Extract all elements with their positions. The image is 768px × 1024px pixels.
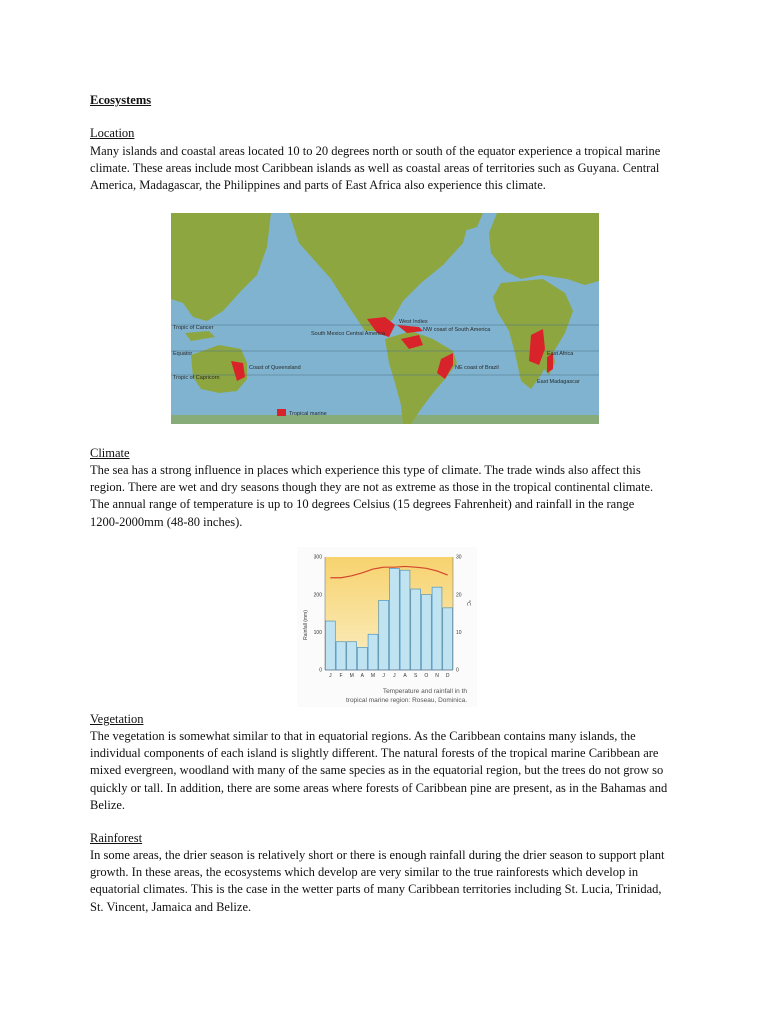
text-line: growth. In these areas, the ecosystems which develop are very similar to the true rainforests which develop in [90, 865, 639, 880]
rainfall-bar [336, 642, 346, 670]
x-tick-label: J [393, 673, 396, 679]
rainfall-bar [389, 568, 399, 670]
text-line: America, Madagascar, the Philippines and parts of East Africa also experience this climate. [90, 178, 546, 193]
y-tick-label: 0 [319, 667, 322, 674]
y2-tick-label: 20 [456, 592, 462, 599]
text-line: climate. These areas include most Caribbean islands as well as coastal areas of territories such as Guyana. Central [90, 161, 660, 176]
x-tick-label: S [413, 673, 418, 679]
equator-label: Equator [173, 351, 193, 357]
legend-label: Tropical marine [289, 411, 327, 417]
text-line: In some areas, the drier season is relatively short or there is enough rainfall during the drier season to support plant [90, 848, 665, 862]
rainfall-bar [421, 595, 431, 670]
x-tick-label: O [424, 673, 429, 679]
x-tick-label: N [435, 673, 439, 679]
rainforest-paragraph [90, 847, 678, 916]
x-tick-label: D [445, 673, 450, 679]
y-tick-label: 100 [313, 629, 322, 636]
rainforest-heading: Rainforest [90, 831, 143, 845]
east-madagascar-label: East Madagascar [537, 379, 580, 385]
legend-swatch [277, 409, 286, 416]
central-america-label: South Mexico Central America [311, 331, 385, 337]
text-line: The vegetation is somewhat similar to that in equatorial regions. As the Caribbean contains many islands, the [90, 729, 636, 743]
climate-heading: Climate [90, 446, 130, 460]
rainfall-bar [347, 642, 357, 670]
text-line: quickly or tall. In addition, there are some areas where forests of Caribbean pine are present, as in the Bahamas and [90, 780, 668, 795]
text-line: equatorial climates. This is the case in the wetter parts of many Caribbean territories including St. Lucia, Trinidad, [90, 882, 662, 897]
location-paragraph [90, 143, 678, 195]
antarctica-landmass [171, 415, 599, 424]
y2-tick-label: 10 [456, 629, 462, 636]
text-line: region. There are wet and dry seasons though they are not as extreme as those in the tropical continental climate. [90, 480, 654, 495]
chart-y-axis-label: Rainfall (mm) [303, 610, 309, 640]
text-line: mixed evergreen, woodland with many of the same species as in the equatorial region, but the trees do not grow so [90, 763, 664, 778]
chart-caption-line-2: tropical marine region: Roseau, Dominica. [345, 697, 467, 704]
x-tick-label: J [329, 673, 332, 679]
y-tick-label: 200 [313, 592, 322, 599]
chart-y2-axis-label: °C [465, 600, 471, 606]
vegetation-paragraph [90, 728, 678, 814]
rainfall-bar [411, 589, 421, 670]
east-africa-label: East Africa [547, 351, 574, 357]
chart-caption-line-1: Temperature and rainfall in th [382, 688, 467, 695]
x-tick-label: F [339, 673, 343, 679]
x-tick-label: A [360, 673, 365, 679]
text-line: individual components of each island is slightly different. The natural forests of the tropical marine Caribbean are [90, 746, 659, 761]
x-tick-label: A [403, 673, 407, 679]
text-line: St. Vincent, Jamaica and Belize. [90, 899, 252, 914]
vegetation-heading: Vegetation [90, 712, 144, 726]
rainfall-bar [432, 587, 442, 670]
text-line: 1200-2000mm (48-80 inches). [90, 514, 243, 529]
y-tick-label: 300 [313, 554, 322, 561]
ne-brazil-label: NE coast of Brazil [455, 365, 499, 371]
queensland-label: Coast of Queensland [249, 365, 301, 371]
rainfall-bar [325, 621, 335, 670]
rainfall-bar [400, 570, 410, 670]
text-line: The annual range of temperature is up to 10 degrees Celsius (15 degrees Fahrenheit) and rainfall in the range [90, 497, 635, 512]
text-line: The sea has a strong influence in places which experience this type of climate. The trade winds also affect this [90, 463, 641, 477]
climate-chart [297, 547, 477, 707]
location-heading: Location [90, 126, 135, 140]
west-indies-label: West Indies [399, 319, 428, 325]
text-line: Belize. [90, 797, 126, 812]
rainfall-bar [379, 600, 389, 670]
tropic-of-cancer-label: Tropic of Cancer [173, 325, 214, 331]
rainfall-bar [368, 634, 378, 670]
x-tick-label: M [349, 673, 354, 679]
y2-tick-label: 30 [456, 554, 462, 561]
y2-tick-label: 0 [456, 667, 459, 674]
nw-south-america-label: NW coast of South America [423, 327, 491, 333]
tropical-marine-world-map [171, 213, 599, 424]
rainfall-bar [357, 647, 367, 670]
x-tick-label: M [370, 673, 376, 679]
text-line: Many islands and coastal areas located 10 to 20 degrees north or south of the equator experience a tropical marine [90, 144, 661, 158]
page-title: Ecosystems [90, 93, 152, 107]
climate-paragraph [90, 462, 678, 531]
x-tick-label: J [382, 673, 385, 679]
rainfall-bar [443, 608, 453, 670]
tropic-of-capricorn-label: Tropic of Capricorn [173, 375, 220, 381]
